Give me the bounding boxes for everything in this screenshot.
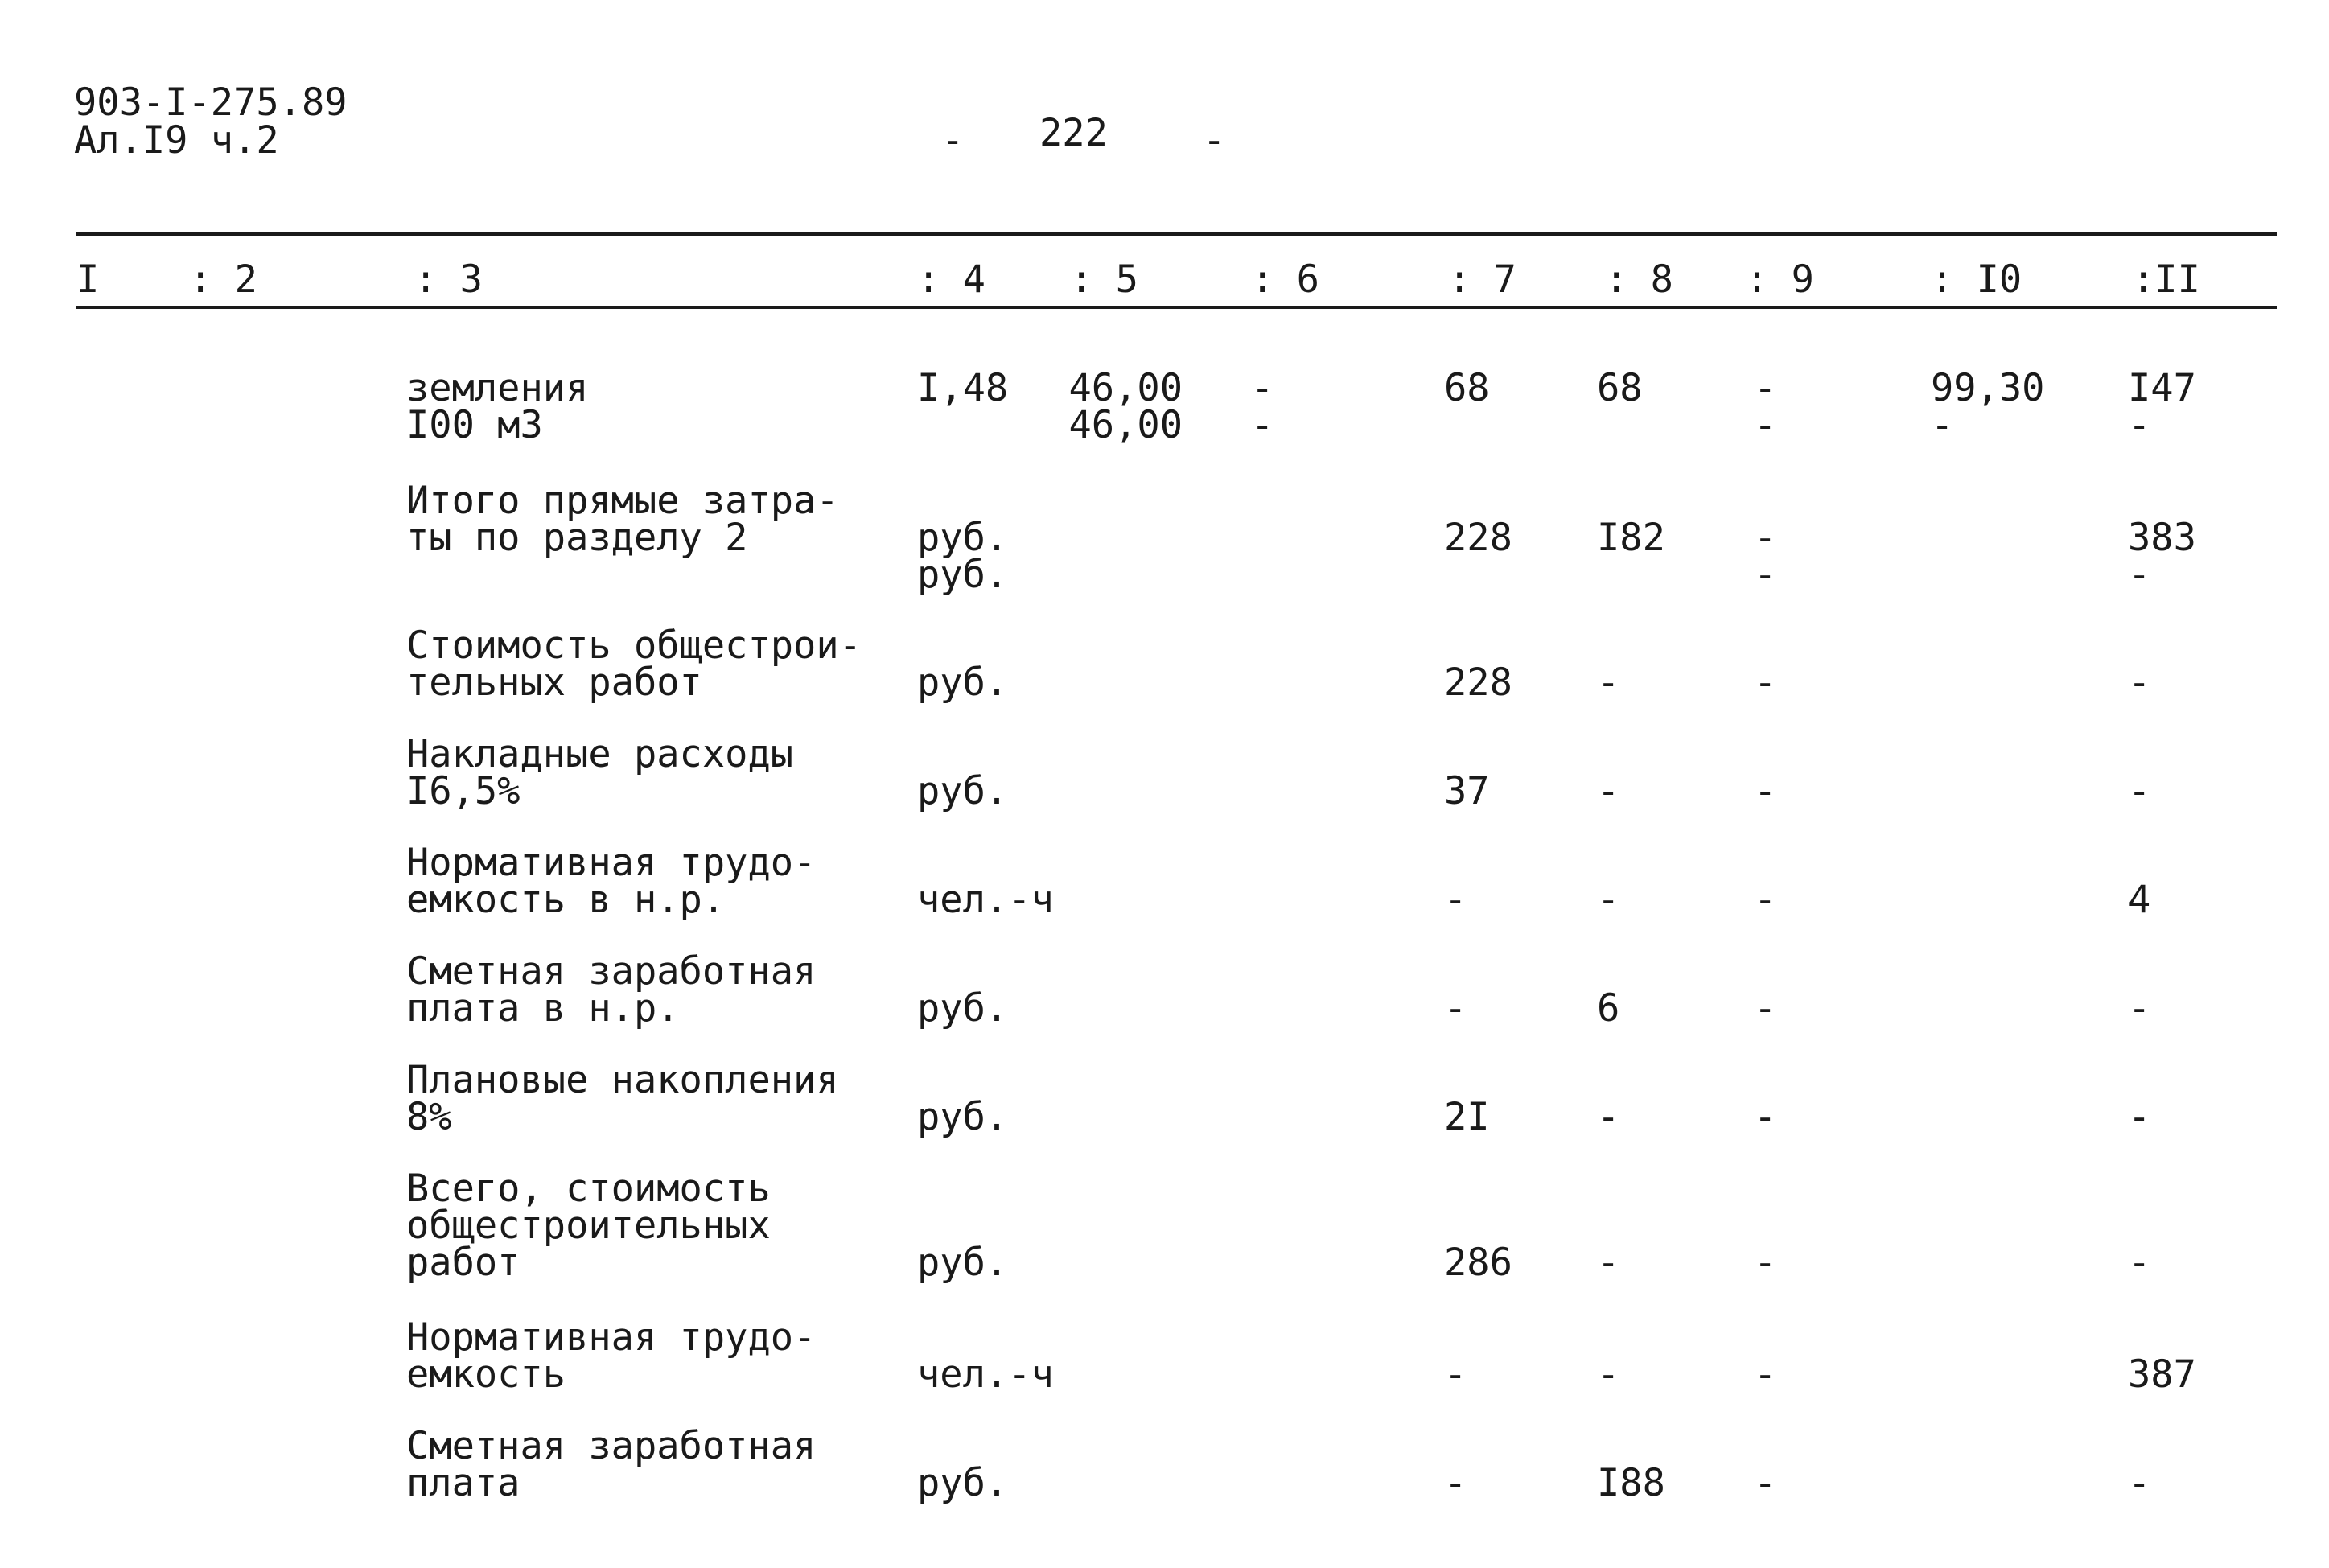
table-header-rule (76, 306, 2277, 309)
cell-col-7: - (1444, 878, 1467, 922)
cell-col-3: Сметная заработная плата (406, 1424, 817, 1505)
cell-col-7: - (1444, 986, 1467, 1031)
cell-col-9: - (1754, 769, 1777, 813)
cell-col-11: 387 (2128, 1352, 2196, 1397)
cell-col-8: 68 (1597, 366, 1643, 410)
cell-col-3: Стоимость общестрои- тельных работ (406, 623, 862, 705)
column-header-11: :II (2132, 257, 2200, 302)
cell-col-4: руб. (917, 1241, 1009, 1285)
cell-col-3: Сметная заработная плата в н.р. (406, 949, 817, 1031)
cell-col-7: 68 (1444, 366, 1490, 410)
cell-col-3: Нормативная трудо- емкость в н.р. (406, 841, 817, 922)
cell-col-11: 4 (2128, 878, 2151, 922)
cell-col-9: - - (1754, 516, 1777, 597)
cell-col-11: - (2128, 1241, 2151, 1285)
cell-col-9: - (1754, 1095, 1777, 1139)
cell-col-8: - (1597, 769, 1620, 813)
cell-col-10: 99,30 - (1931, 366, 2045, 447)
cell-col-4: руб. (917, 661, 1009, 705)
cell-col-9: - (1754, 878, 1777, 922)
cell-col-9: - (1754, 986, 1777, 1031)
cell-col-7: 228 (1444, 516, 1512, 560)
cell-col-4: чел.-ч (917, 1352, 1054, 1397)
cell-col-11: - (2128, 1461, 2151, 1505)
column-header-8: : 8 (1605, 257, 1673, 302)
cell-col-3: Итого прямые затра- ты по разделу 2 (406, 479, 839, 560)
cell-col-4: руб. (917, 986, 1009, 1031)
cell-col-11: - (2128, 769, 2151, 813)
cell-col-8: - (1597, 1352, 1620, 1397)
album-label: Ал.I9 ч.2 (74, 118, 279, 163)
cell-col-3: Плановые накопления 8% (406, 1058, 839, 1139)
column-header-7: : 7 (1448, 257, 1516, 302)
cell-col-11: I47 - (2128, 366, 2196, 447)
cell-col-8: - (1597, 878, 1620, 922)
cell-col-7: - (1444, 1461, 1467, 1505)
column-header-4: : 4 (917, 257, 986, 302)
cell-col-8: 6 (1597, 986, 1620, 1031)
cell-col-8: I82 (1597, 516, 1665, 560)
column-header-6: : 6 (1251, 257, 1319, 302)
cell-col-5: 46,00 46,00 (1068, 366, 1183, 447)
cell-col-3: Всего, стоимость общестроительных работ (406, 1167, 771, 1285)
cell-col-7: 2I (1444, 1095, 1490, 1139)
cell-col-4: руб. руб. (917, 516, 1009, 597)
cell-col-7: 228 (1444, 661, 1512, 705)
column-header-10: : I0 (1931, 257, 2022, 302)
page-dash-right: - (1203, 118, 1226, 163)
cell-col-8: - (1597, 1095, 1620, 1139)
doc-code: 903-I-275.89 (74, 80, 348, 125)
cell-col-8: - (1597, 661, 1620, 705)
column-header-1: I (76, 257, 100, 302)
cell-col-8: - (1597, 1241, 1620, 1285)
cell-col-7: 37 (1444, 769, 1490, 813)
cell-col-3: земления I00 м3 (406, 366, 589, 447)
cell-col-9: - (1754, 1352, 1777, 1397)
column-header-3: : 3 (414, 257, 483, 302)
cell-col-11: - (2128, 1095, 2151, 1139)
cell-col-4: чел.-ч (917, 878, 1054, 922)
cell-col-8: I88 (1597, 1461, 1665, 1505)
page-dash-left: - (941, 118, 965, 163)
column-header-9: : 9 (1746, 257, 1814, 302)
cell-col-11: - (2128, 986, 2151, 1031)
cell-col-6: - - (1251, 366, 1274, 447)
cell-col-9: - (1754, 1461, 1777, 1505)
cell-col-4: I,48 (917, 366, 1009, 410)
cell-col-11: - (2128, 661, 2151, 705)
page-number: 222 (1039, 111, 1108, 155)
cell-col-9: - (1754, 1241, 1777, 1285)
cell-col-9: - - (1754, 366, 1777, 447)
cell-col-3: Нормативная трудо- емкость (406, 1315, 817, 1397)
cell-col-9: - (1754, 661, 1777, 705)
cell-col-7: 286 (1444, 1241, 1512, 1285)
table-top-rule (76, 232, 2277, 236)
cell-col-4: руб. (917, 769, 1009, 813)
column-header-2: : 2 (189, 257, 257, 302)
cell-col-4: руб. (917, 1095, 1009, 1139)
column-header-5: : 5 (1070, 257, 1138, 302)
cell-col-7: - (1444, 1352, 1467, 1397)
cell-col-4: руб. (917, 1461, 1009, 1505)
cell-col-3: Накладные расходы I6,5% (406, 732, 794, 813)
cell-col-11: 383 - (2128, 516, 2196, 597)
